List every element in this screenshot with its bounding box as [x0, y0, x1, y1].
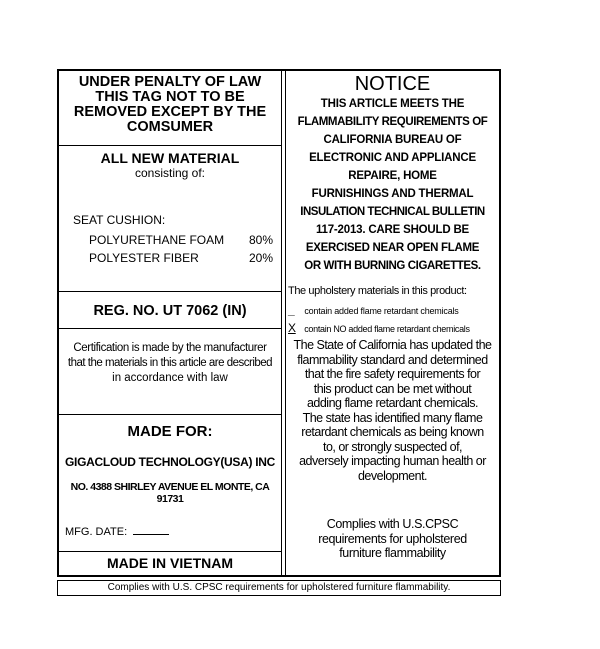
statement-line: to, or strongly suspected of,	[322, 439, 463, 454]
statement-line: The State of California has updated the	[293, 338, 492, 352]
cpsc-line: furniture flammability	[339, 546, 446, 560]
option-mark: _	[288, 303, 295, 317]
made-for-title: MADE FOR:	[127, 423, 213, 440]
company-address: NO. 4388 SHIRLEY AVENUE EL MONTE, CA 91731	[70, 481, 270, 505]
material-pct: 20%	[248, 251, 273, 265]
law-tag	[57, 69, 501, 577]
statement-line: development.	[357, 468, 428, 483]
footer-compliance: Complies with U.S. CPSC requirements for upholstered furniture flammability.	[57, 580, 501, 596]
notice-line: EXERCISED NEAR OPEN FLAME	[305, 242, 480, 254]
divider-line	[59, 414, 281, 415]
option-mark: X	[288, 321, 296, 335]
notice-line: INSULATION TECHNICAL BULLETIN	[300, 206, 485, 218]
upholstery-intro: The upholstery materials in this product:	[288, 285, 467, 297]
statement-line: flammability standard and determined	[297, 352, 488, 367]
certification-block	[59, 343, 281, 388]
left-panel	[59, 71, 281, 575]
material-pct: 80%	[248, 233, 273, 247]
certification-line: in accordance with law	[112, 372, 228, 384]
notice-line: THIS ARTICLE MEETS THE	[320, 98, 465, 110]
notice-line: ELECTRONIC AND APPLIANCE	[309, 152, 476, 164]
divider-line	[59, 551, 281, 552]
option-text: contain added flame retardant chemicals	[304, 306, 459, 316]
notice-line: 117-2013. CARE SHOULD BE	[315, 224, 470, 236]
notice-line: REPAIRE, HOME	[348, 170, 437, 182]
statement-line: retardant chemicals as being known	[301, 425, 484, 439]
option-row-no-added	[288, 321, 499, 335]
statement-line: The state has identified many flame	[302, 410, 483, 425]
warning-block	[59, 75, 281, 135]
material-title: ALL NEW MATERIAL	[100, 150, 240, 166]
statement-line: adding flame retardant chemicals.	[306, 396, 479, 410]
seat-cushion-label: SEAT CUSHION:	[73, 213, 166, 227]
notice-line: OR WITH BURNING CIGARETTES.	[304, 260, 481, 272]
divider-line	[59, 328, 281, 329]
warning-line: THIS TAG NOT TO BE	[95, 89, 245, 105]
mfg-date-label: MFG. DATE:	[65, 526, 128, 538]
company-name: GIGACLOUD TECHNOLOGY(USA) INC	[65, 455, 275, 469]
right-panel	[286, 71, 499, 575]
statement-block	[286, 339, 499, 484]
notice-line: FURNISHINGS AND THERMAL	[311, 188, 474, 200]
option-row-added	[288, 303, 499, 317]
material-name: POLYESTER FIBER	[89, 251, 199, 265]
certification-line: Certification is made by the manufacturer	[73, 342, 267, 354]
made-in: MADE IN VIETNAM	[107, 555, 233, 571]
mfg-date-row	[65, 526, 265, 538]
divider-line	[59, 145, 281, 146]
cpsc-line: Complies with U.S.CPSC	[326, 517, 459, 531]
notice-title: NOTICE	[354, 73, 431, 95]
statement-line: that the fire safety requirements for	[304, 367, 481, 381]
material-subtitle: consisting of:	[134, 166, 206, 180]
warning-line: REMOVED EXCEPT BY THE	[73, 104, 267, 120]
warning-line: UNDER PENALTY OF LAW	[78, 74, 262, 90]
divider-line	[59, 291, 281, 292]
statement-line: this product can be met without	[313, 381, 472, 396]
reg-number: REG. NO. UT 7062 (IN)	[93, 303, 247, 319]
certification-line: that the materials in this article are described	[67, 357, 273, 369]
material-name: POLYURETHANE FOAM	[89, 233, 225, 247]
notice-line: FLAMMABILITY REQUIREMENTS OF	[297, 116, 488, 128]
notice-line: CALIFORNIA BUREAU OF	[323, 134, 462, 146]
warning-line: COMSUMER	[126, 119, 214, 135]
cpsc-block	[286, 518, 499, 562]
option-text: contain NO added flame retardant chemicals	[304, 324, 470, 334]
mfg-date-blank	[133, 534, 169, 535]
statement-line: adversely impacting human health or	[299, 454, 486, 468]
notice-block	[286, 99, 499, 279]
cpsc-line: requirements for upholstered	[318, 531, 467, 546]
